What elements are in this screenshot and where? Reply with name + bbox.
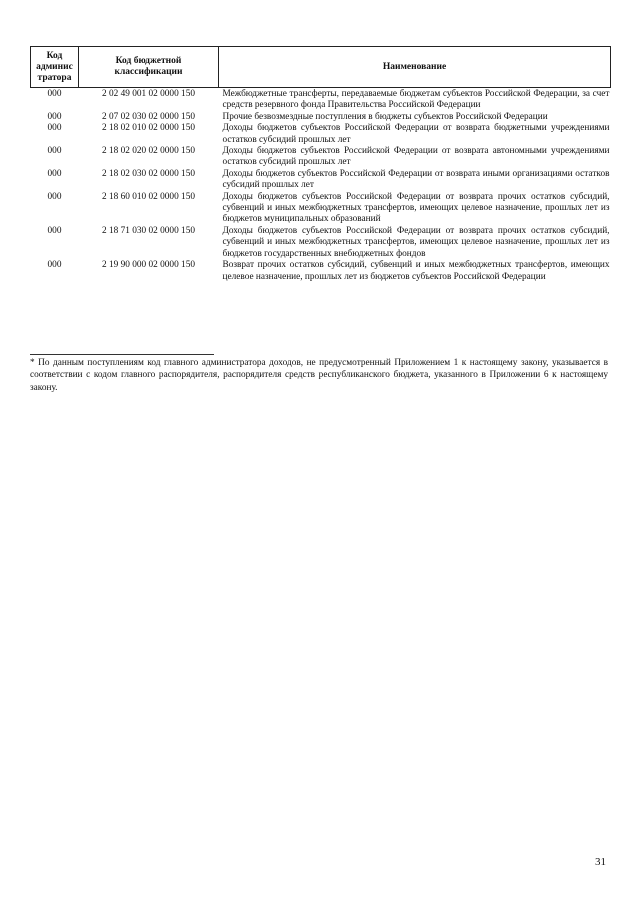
name-cell: Межбюджетные трансферты, передаваемые бюджетам субъектов Российской Федерации, за счет средств резервного фонда Правительства Российской Федерации <box>222 89 610 111</box>
admin-code-cell: 000 <box>47 111 62 122</box>
name-cell: Доходы бюджетов субъектов Российской Федерации от возврата бюджетными учреждениями остатков субсидий прошлых лет <box>222 123 610 145</box>
table-row <box>31 192 611 226</box>
admin-code-cell: 000 <box>47 89 62 99</box>
header-name: Наименование <box>219 47 611 88</box>
table-header <box>31 47 611 88</box>
table-row <box>31 146 611 169</box>
budget-code-cell: 2 18 71 030 02 0000 150 <box>102 225 195 236</box>
header-row <box>31 47 611 88</box>
budget-code-cell: 2 18 02 030 02 0000 150 <box>102 168 195 179</box>
name-cell: Доходы бюджетов субъектов Российской Федерации от возврата прочих остатков субсидий, субвенций и иных межбюджетных трансфертов, имеющих целевое назначение, прошлых лет из бюджетов государственных внебюджетных фондов <box>222 225 610 259</box>
name-cell: Доходы бюджетов субъектов Российской Федерации от возврата прочих остатков субсидий, субвенций и иных межбюджетных трансфертов, имеющих целевое назначение, прошлых лет из бюджетов муниципальных образований <box>222 191 610 225</box>
budget-code-cell: 2 18 02 020 02 0000 150 <box>102 146 195 157</box>
footnote-separator <box>30 354 214 355</box>
budget-code-cell: 2 02 49 001 02 0000 150 <box>102 89 195 99</box>
table-row <box>31 226 611 260</box>
table-row <box>31 112 611 123</box>
budget-code-cell: 2 07 02 030 02 0000 150 <box>102 111 195 122</box>
admin-code-cell: 000 <box>47 225 62 236</box>
budget-codes-table <box>30 46 611 283</box>
admin-code-cell: 000 <box>47 191 62 202</box>
footnote-text: * По данным поступлениям код главного администратора доходов, не предусмотренный Приложением 1 к настоящему закону, указывается в соответствии с кодом главного распорядителя, распорядителя средств республиканского бюджета, указанного в Приложении 6 к настоящему закону. <box>30 358 608 393</box>
name-cell: Доходы бюджетов субъектов Российской Федерации от возврата автономными учреждениями остатков субсидий прошлых лет <box>222 146 610 168</box>
table-row <box>31 260 611 283</box>
budget-code-cell: 2 18 02 010 02 0000 150 <box>102 123 195 134</box>
name-cell: Прочие безвозмездные поступления в бюджеты субъектов Российской Федерации <box>222 111 548 122</box>
admin-code-cell: 000 <box>47 123 62 134</box>
name-cell: Доходы бюджетов субъектов Российской Федерации от возврата иными организациями остатков субсидий прошлых лет <box>222 168 610 191</box>
admin-code-cell: 000 <box>47 260 62 271</box>
budget-code-cell: 2 18 60 010 02 0000 150 <box>102 191 195 202</box>
admin-code-cell: 000 <box>47 146 62 157</box>
table-row <box>31 88 611 112</box>
table-row <box>31 169 611 192</box>
page-number: 31 <box>595 856 606 868</box>
admin-code-cell: 000 <box>47 168 62 179</box>
budget-code-cell: 2 19 90 000 02 0000 150 <box>102 260 195 271</box>
header-admin-code: Код админис тратора <box>31 47 79 88</box>
name-cell: Возврат прочих остатков субсидий, субвенций и иных межбюджетных трансфертов, имеющих целевое назначение, прошлых лет из бюджетов субъектов Российской Федерации <box>222 260 610 282</box>
table-row <box>31 123 611 146</box>
header-budget-code: Код бюджетной классификации <box>79 47 219 88</box>
table-body <box>31 88 611 283</box>
